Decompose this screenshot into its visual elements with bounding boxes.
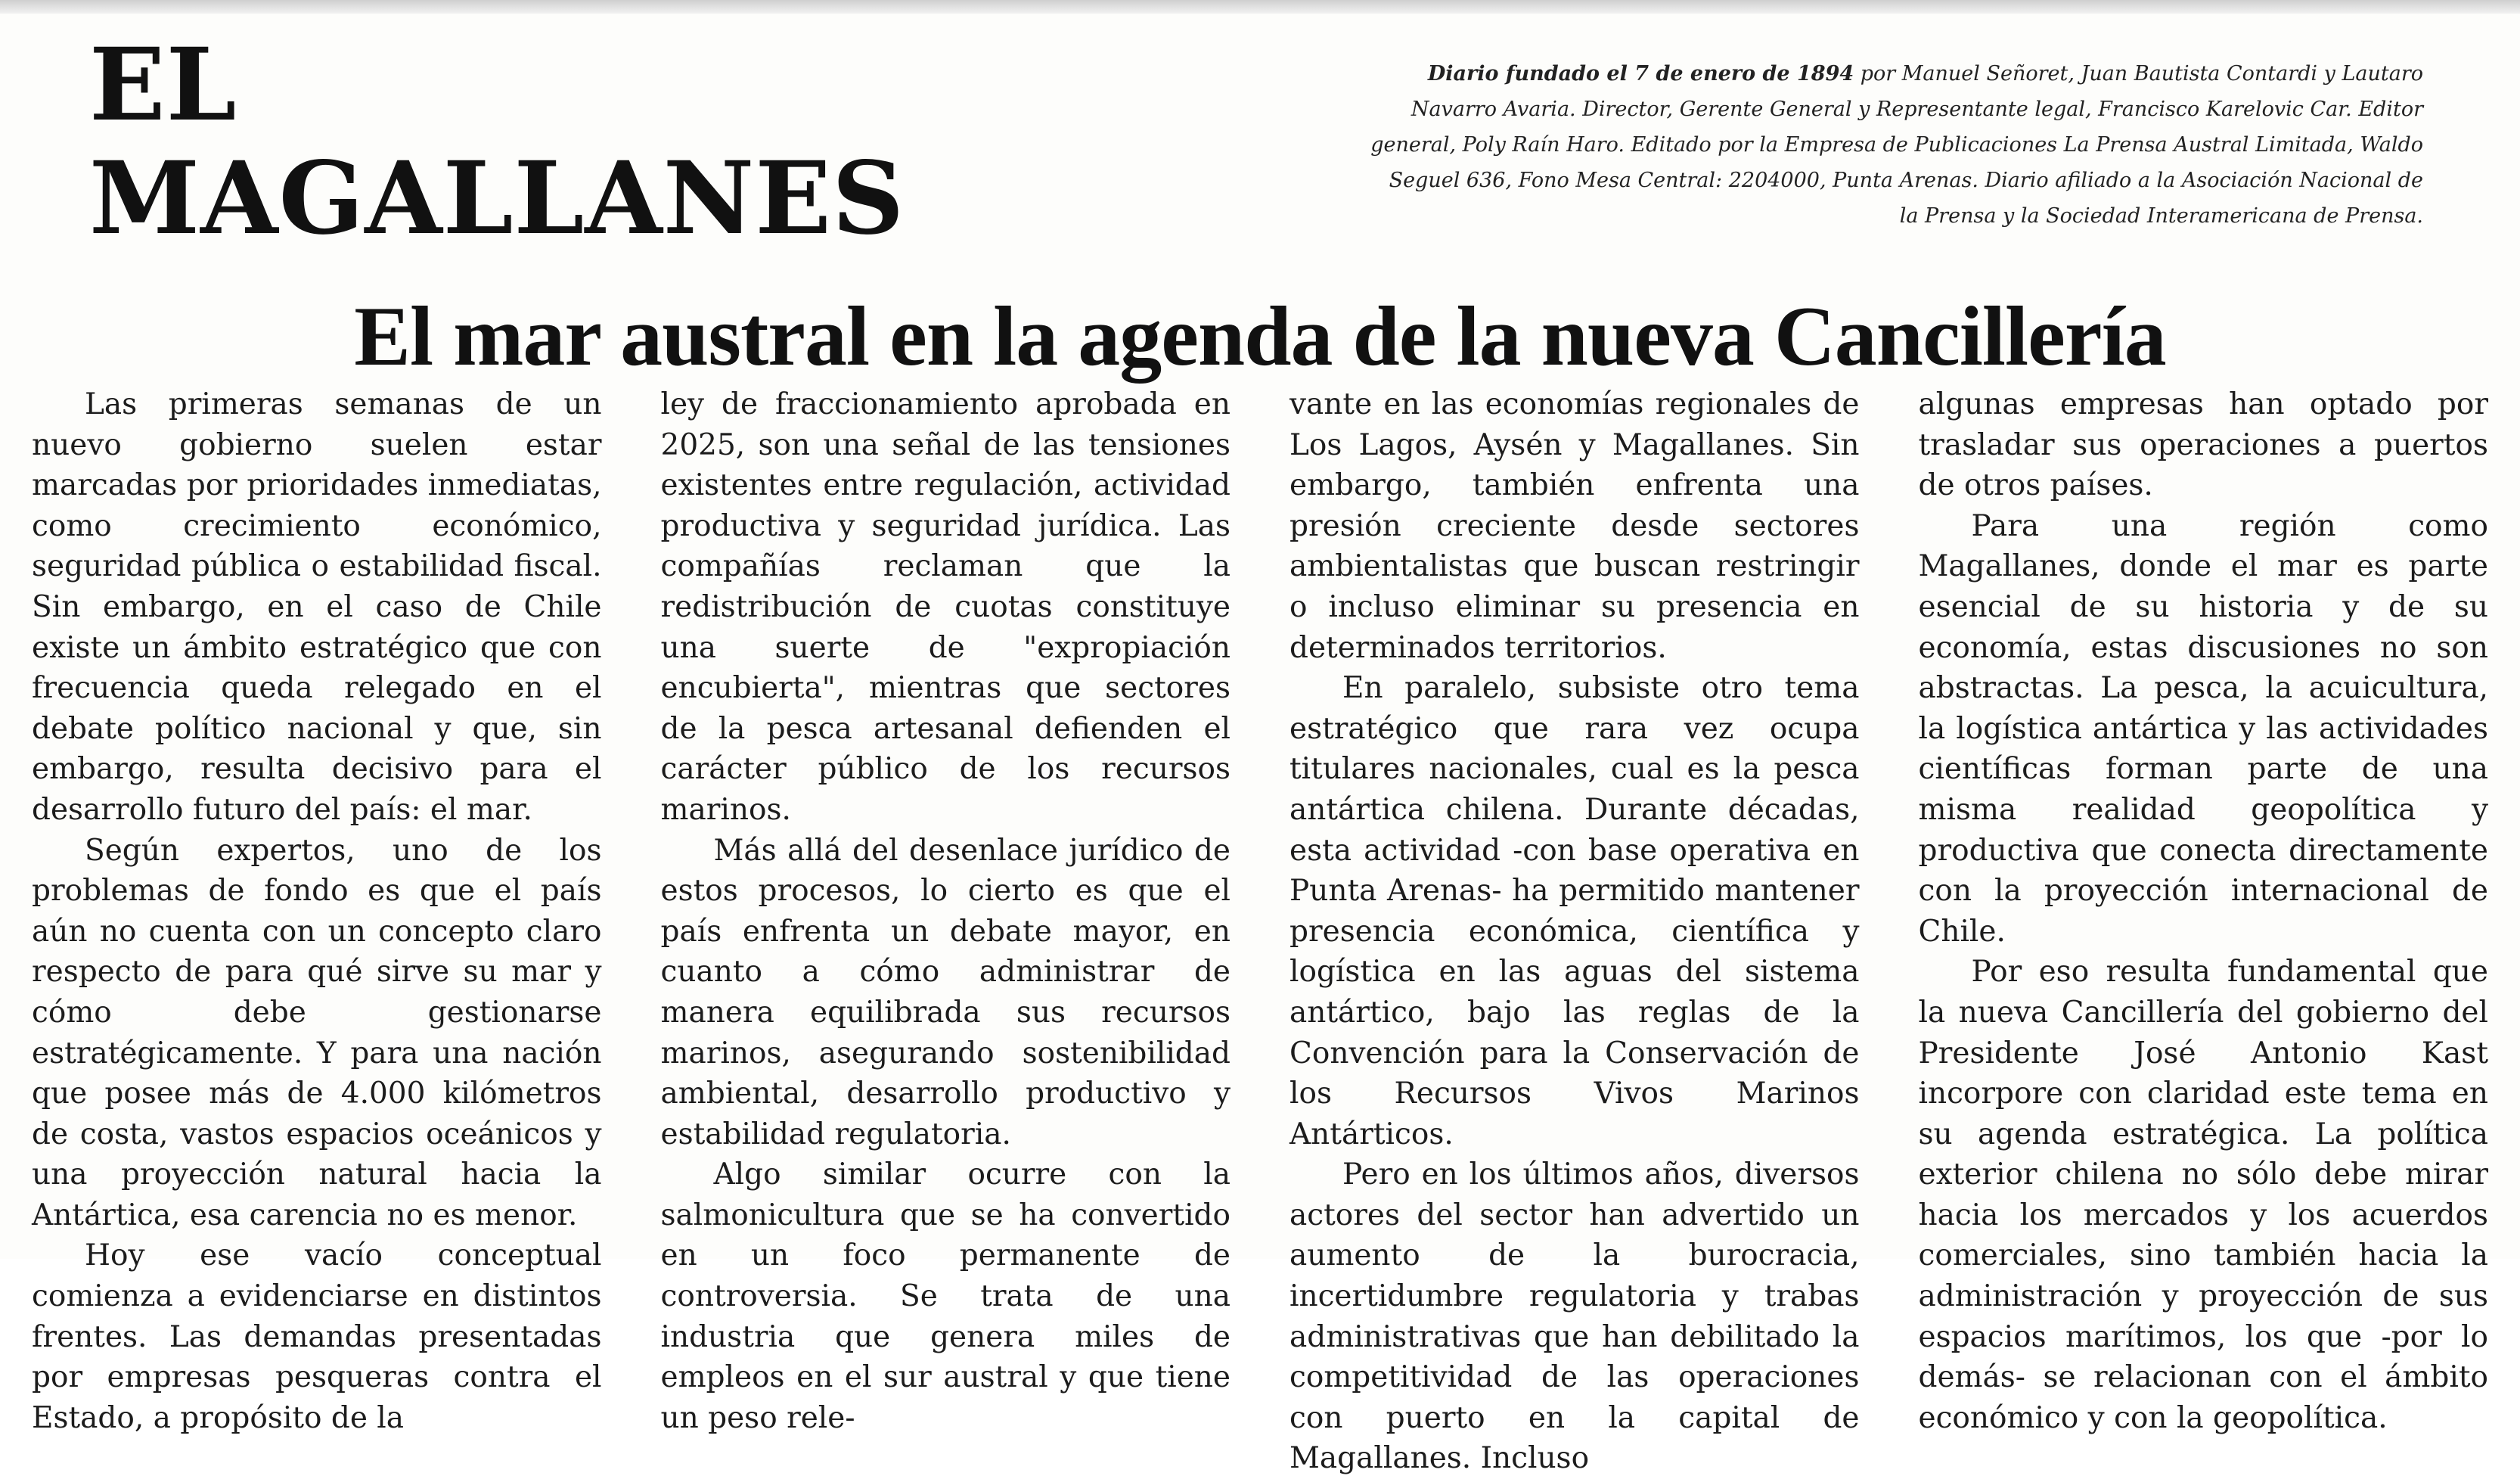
column-3 [1289, 384, 1860, 1476]
column-4 [1918, 384, 2489, 1435]
masthead-line-1: EL [89, 26, 237, 144]
publisher-credits [1364, 56, 2423, 234]
paragraph-continued: ley de fraccionamiento aprobada en 2025, son una señal de las tensiones existentes entre regulación, actividad productiva y seguridad jurídica. Las compañías reclaman que la redistribución de cuotas constituye una suerte de "expropiación encubierta", mientras que sectores de la pesca artesanal defienden el carácter público de los recursos marinos. [660, 387, 1231, 827]
paragraph: Por eso resulta fundamental que la nueva Cancillería del gobierno del Presidente José Antonio Kast incorpore con claridad este tema en su agenda estratégica. La política exterior chilena no sólo debe mirar hacia los mercados y los acuerdos comerciales, sino también hacia la administración y proyección de sus espacios marítimos, los que -por lo demás- se relacionan con el ámbito económico y con la geopolítica. [1918, 955, 2488, 1435]
masthead-line-2: MAGALLANES [89, 140, 905, 257]
paragraph: Más allá del desenlace jurídico de estos procesos, lo cierto es que el país enfrenta un debate mayor, en cuanto a cómo administrar de manera equilibrada sus recursos marinos, asegurando sostenibilidad ambiental, desarrollo productivo y estabilidad regulatoria. [660, 833, 1231, 1151]
paragraph-continued: algunas empresas han optado por trasladar sus operaciones a puertos de otros países. [1918, 387, 2488, 503]
credits-founding-line: Diario fundado el 7 de enero de 1894 [1427, 62, 1854, 85]
paragraph: En paralelo, subsiste otro tema estratégico que rara vez ocupa titulares nacionales, cual es la pesca antártica chilena. Durante décadas, esta actividad -con base operativa en Punta Arenas- ha permitido mantener presencia económica, científica y logística en las aguas del sistema antártico, bajo las reglas de la Convención para la Conservación de los Recursos Vivos Marinos Antárticos. [1289, 671, 1860, 1151]
paragraph: Para una región como Magallanes, donde el mar es parte esencial de su historia y de su economía, estas discusiones no son abstractas. La pesca, la acuicultura, la logística antártica y las actividades científicas forman parte de una misma realidad geopolítica y productiva que conecta directamente con la proyección internacional de Chile. [1918, 508, 2488, 949]
paragraph: Algo similar ocurre con la salmonicultura que se ha convertido en un foco permanente de controversia. Se trata de una industria que genera miles de empleos en el sur austral y que tiene un peso rele- [660, 1157, 1231, 1435]
masthead [89, 26, 905, 257]
paragraph: Las primeras semanas de un nuevo gobierno suelen estar marcadas por prioridades inmediatas, como crecimiento económico, seguridad pública o estabilidad fiscal. Sin embargo, en el caso de Chile existe un ámbito estratégico que con frecuencia queda relegado en el debate político nacional y que, sin embargo, resulta decisivo para el desarrollo futuro del país: el mar. [32, 387, 602, 827]
paragraph: Hoy ese vacío conceptual comienza a evidenciarse en distintos frentes. Las demandas presentadas por empresas pesqueras contra el Estado, a propósito de la [32, 1238, 602, 1435]
credits-details: por Manuel Señoret, Juan Bautista Contardi y Lautaro Navarro Avaria. Director, Gerente General y Representante legal, Francisco Karelovic Car. Editor general, Poly Raín Haro. Editado por la Empresa de Publicaciones La Prensa Austral Limitada, Waldo Seguel 636, Fono Mesa Central: 2204000, Punta Arenas. Diario afiliado a la Asociación Nacional de la Prensa y la Sociedad Interamericana de Prensa. [1370, 62, 2423, 228]
editorial-headline: El mar austral en la agenda de la nueva Cancillería [354, 290, 2166, 384]
top-rule [0, 0, 2520, 14]
article-body [32, 384, 2488, 1476]
paragraph: Pero en los últimos años, diversos actores del sector han advertido un aumento de la burocracia, incertidumbre regulatoria y trabas administrativas que han debilitado la competitividad de las operaciones con puerto en la capital de Magallanes. Incluso [1289, 1157, 1860, 1476]
paragraph-continued: vante en las economías regionales de Los Lagos, Aysén y Magallanes. Sin embargo, también enfrenta una presión creciente desde sectores ambientalistas que buscan restringir o incluso eliminar su presencia en determinados territorios. [1289, 387, 1860, 665]
column-2 [660, 384, 1231, 1435]
column-1 [32, 384, 602, 1435]
paragraph: Según expertos, uno de los problemas de fondo es que el país aún no cuenta con un concepto claro respecto de para qué sirve su mar y cómo debe gestionarse estratégicamente. Y para una nación que posee más de 4.000 kilómetros de costa, vastos espacios oceánicos y una proyección natural hacia la Antártica, esa carencia no es menor. [32, 833, 602, 1232]
